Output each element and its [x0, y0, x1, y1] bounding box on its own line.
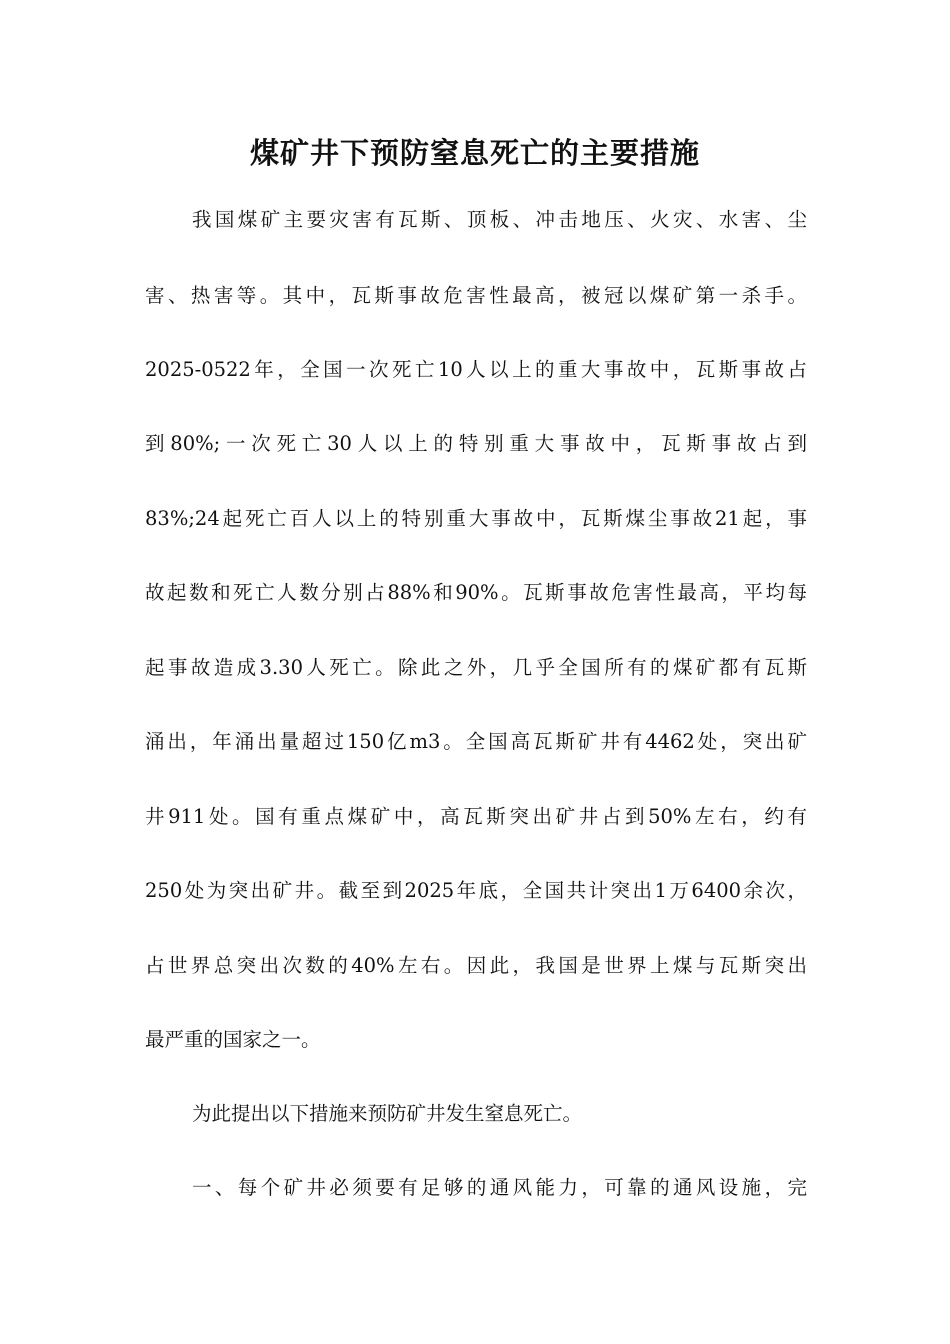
- paragraph-1-line-7: 起事故造成3.30人死亡。除此之外，几乎全国所有的煤矿都有瓦斯: [145, 656, 807, 679]
- paragraph-1-line-3: 2025-0522年，全国一次死亡10人以上的重大事故中，瓦斯事故占: [145, 358, 807, 381]
- paragraph-1-line-10: 250处为突出矿井。截至到2025年底，全国共计突出1万6400余次，: [145, 879, 807, 902]
- paragraph-1-line-9: 井911处。国有重点煤矿中，高瓦斯突出矿井占到50%左右，约有: [145, 805, 807, 828]
- paragraph-1-line-8: 涌出，年涌出量超过150亿m3。全国高瓦斯矿井有4462处，突出矿: [145, 730, 807, 753]
- paragraph-1-line-6: 故起数和死亡人数分别占88%和90%。瓦斯事故危害性最高，平均每: [145, 581, 807, 604]
- paragraph-1-line-12: 最严重的国家之一。: [145, 1028, 321, 1051]
- paragraph-3-line-1: 一、每个矿井必须要有足够的通风能力，可靠的通风设施，完: [192, 1176, 807, 1199]
- paragraph-1-line-5: 83%;24起死亡百人以上的特别重大事故中，瓦斯煤尘事故21起，事: [145, 507, 807, 530]
- paragraph-1-line-4: 到80%;一次死亡30人以上的特别重大事故中，瓦斯事故占到: [145, 432, 807, 455]
- paragraph-2: 为此提出以下措施来预防矿井发生窒息死亡。: [192, 1102, 583, 1125]
- paragraph-1-line-1: 我国煤矿主要灾害有瓦斯、顶板、冲击地压、火灾、水害、尘: [192, 208, 807, 231]
- document-title: 煤矿井下预防窒息死亡的主要措施: [249, 136, 700, 170]
- paragraph-1-line-11: 占世界总突出次数的40%左右。因此，我国是世界上煤与瓦斯突出: [145, 954, 807, 977]
- paragraph-1-line-2: 害、热害等。其中，瓦斯事故危害性最高，被冠以煤矿第一杀手。: [145, 284, 807, 307]
